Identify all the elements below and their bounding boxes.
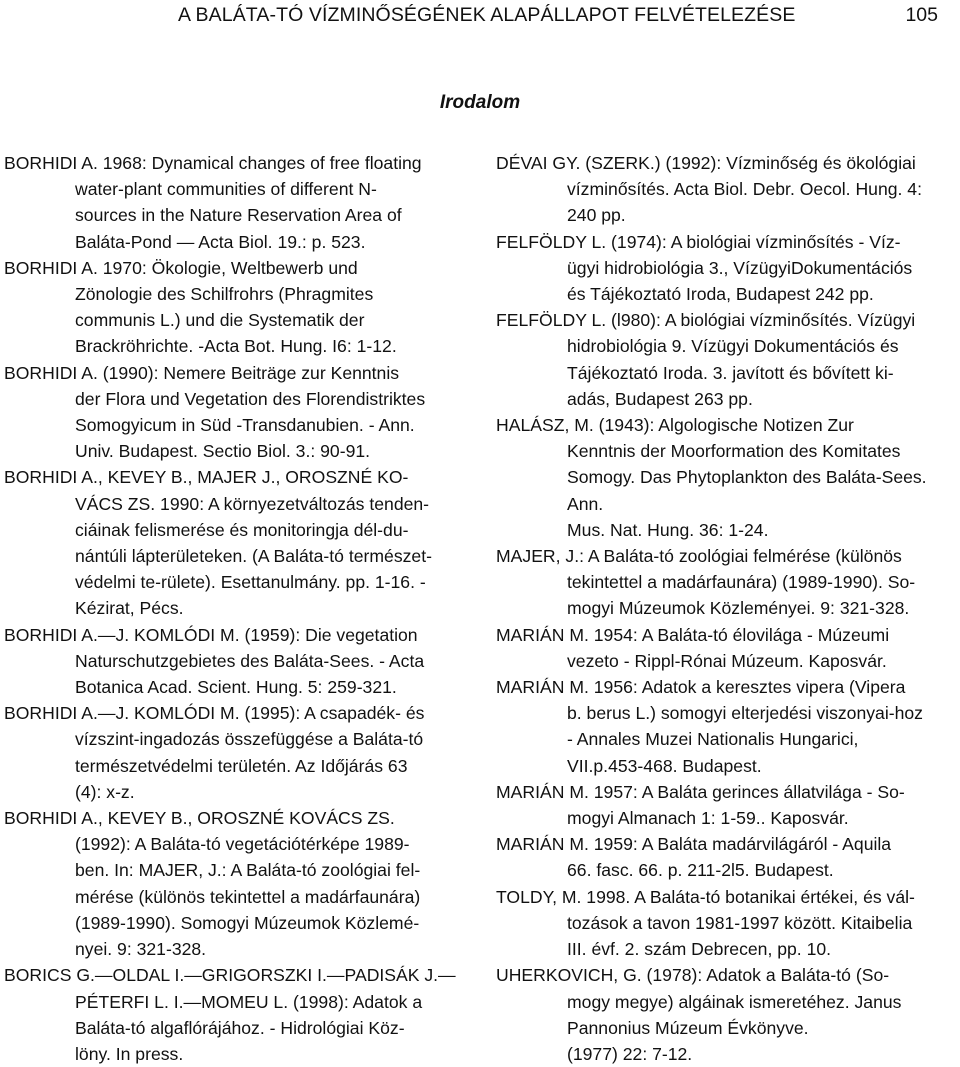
- reference-entry: BORHIDI A. (1990): Nemere Beiträge zur Kenntnis der Flora und Vegetation des Florendistriktes Somogyicum in Süd -Transdanubien. - Ann. Univ. Budapest. Sectio Biol. 3.: 90-91.: [4, 362, 426, 462]
- reference-entry: MAJER, J.: A Baláta-tó zoológiai felmérése (különös tekintettel a madárfaunára) (1989-1990). So- mogyi Múzeumok Közleményei. 9: 321-328.: [496, 546, 916, 619]
- reference-entry: FELFÖLDY L. (l980): A biológiai vízminősítés. Vízügyi hidrobiológia 9. Vízügyi Dokumentációs és Tájékoztató Iroda. 3. javított és bővített ki- adás, Budapest 263 pp.: [496, 310, 916, 409]
- reference-entry: UHERKOVICH, G. (1978): Adatok a Baláta-tó (So- mogy megye) algáinak ismeretéhez. Janus Pannonius Múzeum Évkönyve. (1977) 22: 7-12.: [496, 965, 902, 1064]
- reference-entry: FELFÖLDY L. (1974): A biológiai vízminősítés - Víz- ügyi hidrobiológia 3., VízügyiDokumentációs és Tájékoztató Iroda, Budapest 242 pp.: [496, 231, 913, 305]
- reference-column-left: [4, 150, 460, 1067]
- page-number: 105: [905, 4, 938, 26]
- running-head-title: A BALÁTA-TÓ VÍZMINŐSÉGÉNEK ALAPÁLLAPOT FELVÉTELEZÉSE: [178, 4, 796, 26]
- reference-entry: BORHIDI A. 1968: Dynamical changes of free floating water-plant communities of different N- sources in the Nature Reservation Area of Baláta-Pond — Acta Biol. 19.: p. 523.: [4, 153, 422, 252]
- reference-entry: BORICS G.—OLDAL I.—GRIGORSZKI I.—PADISÁK J.— PÉTERFI L. I.—MOMEU L. (1998): Adatok a Baláta-tó algaflórájához. - Hidrológiai Köz- löny. In press.: [4, 965, 456, 1064]
- section-title: Irodalom: [439, 92, 521, 113]
- reference-entry: BORHIDI A. 1970: Ökologie, Weltbewerb und Zönologie des Schilfrohrs (Phragmites communis L.) und die Systematik der Brackröhrichte. -Acta Bot. Hung. I6: 1-12.: [4, 257, 397, 357]
- reference-entry: BORHIDI A., KEVEY B., MAJER J., OROSZNÉ KO- VÁCS ZS. 1990: A környezetváltozás tenden- ciáinak felismerése és monitoringja dél-du- nántúli lápterületeken. (A Baláta-tó természet- védelmi te-rülete). Esettanulmány. pp. 1-16. - Kézirat, Pécs.: [4, 467, 432, 619]
- reference-entry: MARIÁN M. 1957: A Baláta gerinces állatvilága - So- mogyi Almanach 1: 1-59.. Kaposvár.: [496, 781, 905, 829]
- reference-entry: DÉVAI GY. (SZERK.) (1992): Vízminőség és ökológiai vízminősítés. Acta Biol. Debr. Oecol. Hung. 4: 240 pp.: [496, 153, 922, 226]
- reference-entry: MARIÁN M. 1959: A Baláta madárvilágáról - Aquila 66. fasc. 66. p. 211-2l5. Budapest.: [496, 834, 892, 881]
- reference-entry: TOLDY, M. 1998. A Baláta-tó botanikai értékei, és vál- tozások a tavon 1981-1997 között. Kitaibelia III. évf. 2. szám Debrecen, pp. 10.: [496, 886, 915, 960]
- reference-entry: BORHIDI A.—J. KOMLÓDI M. (1995): A csapadék- és vízszint-ingadozás összefüggése a Baláta-tó természetvédelmi területén. Az Időjárás 63 (4): x-z.: [4, 703, 425, 802]
- reference-entry: BORHIDI A.—J. KOMLÓDI M. (1959): Die vegetation Naturschutzgebietes des Baláta-Sees. - Acta Botanica Acad. Scient. Hung. 5: 259-321.: [4, 624, 425, 698]
- reference-column-right: [496, 150, 960, 1067]
- reference-entry: BORHIDI A., KEVEY B., OROSZNÉ KOVÁCS ZS. (1992): A Baláta-tó vegetációtérképe 1989- ben. In: MAJER, J.: A Baláta-tó zoológiai fel- mérése (különös tekintettel a madárfaunára) (1989-1990). Somogyi Múzeumok Közlemé- nyei. 9: 321-328.: [4, 808, 421, 960]
- reference-entry: MARIÁN M. 1956: Adatok a keresztes vipera (Vipera b. berus L.) somogyi elterjedési viszonyai-hoz - Annales Muzei Nationalis Hungarici, VII.p.453-468. Budapest.: [496, 677, 923, 776]
- reference-entry: HALÁSZ, M. (1943): Algologische Notizen Zur Kenntnis der Moorformation des Komitates Somogy. Das Phytoplankton des Baláta-Sees. Ann. Mus. Nat. Hung. 36: 1-24.: [496, 415, 927, 540]
- reference-entry: MARIÁN M. 1954: A Baláta-tó élovilága - Múzeumi vezeto - Rippl-Rónai Múzeum. Kaposvár.: [496, 624, 890, 671]
